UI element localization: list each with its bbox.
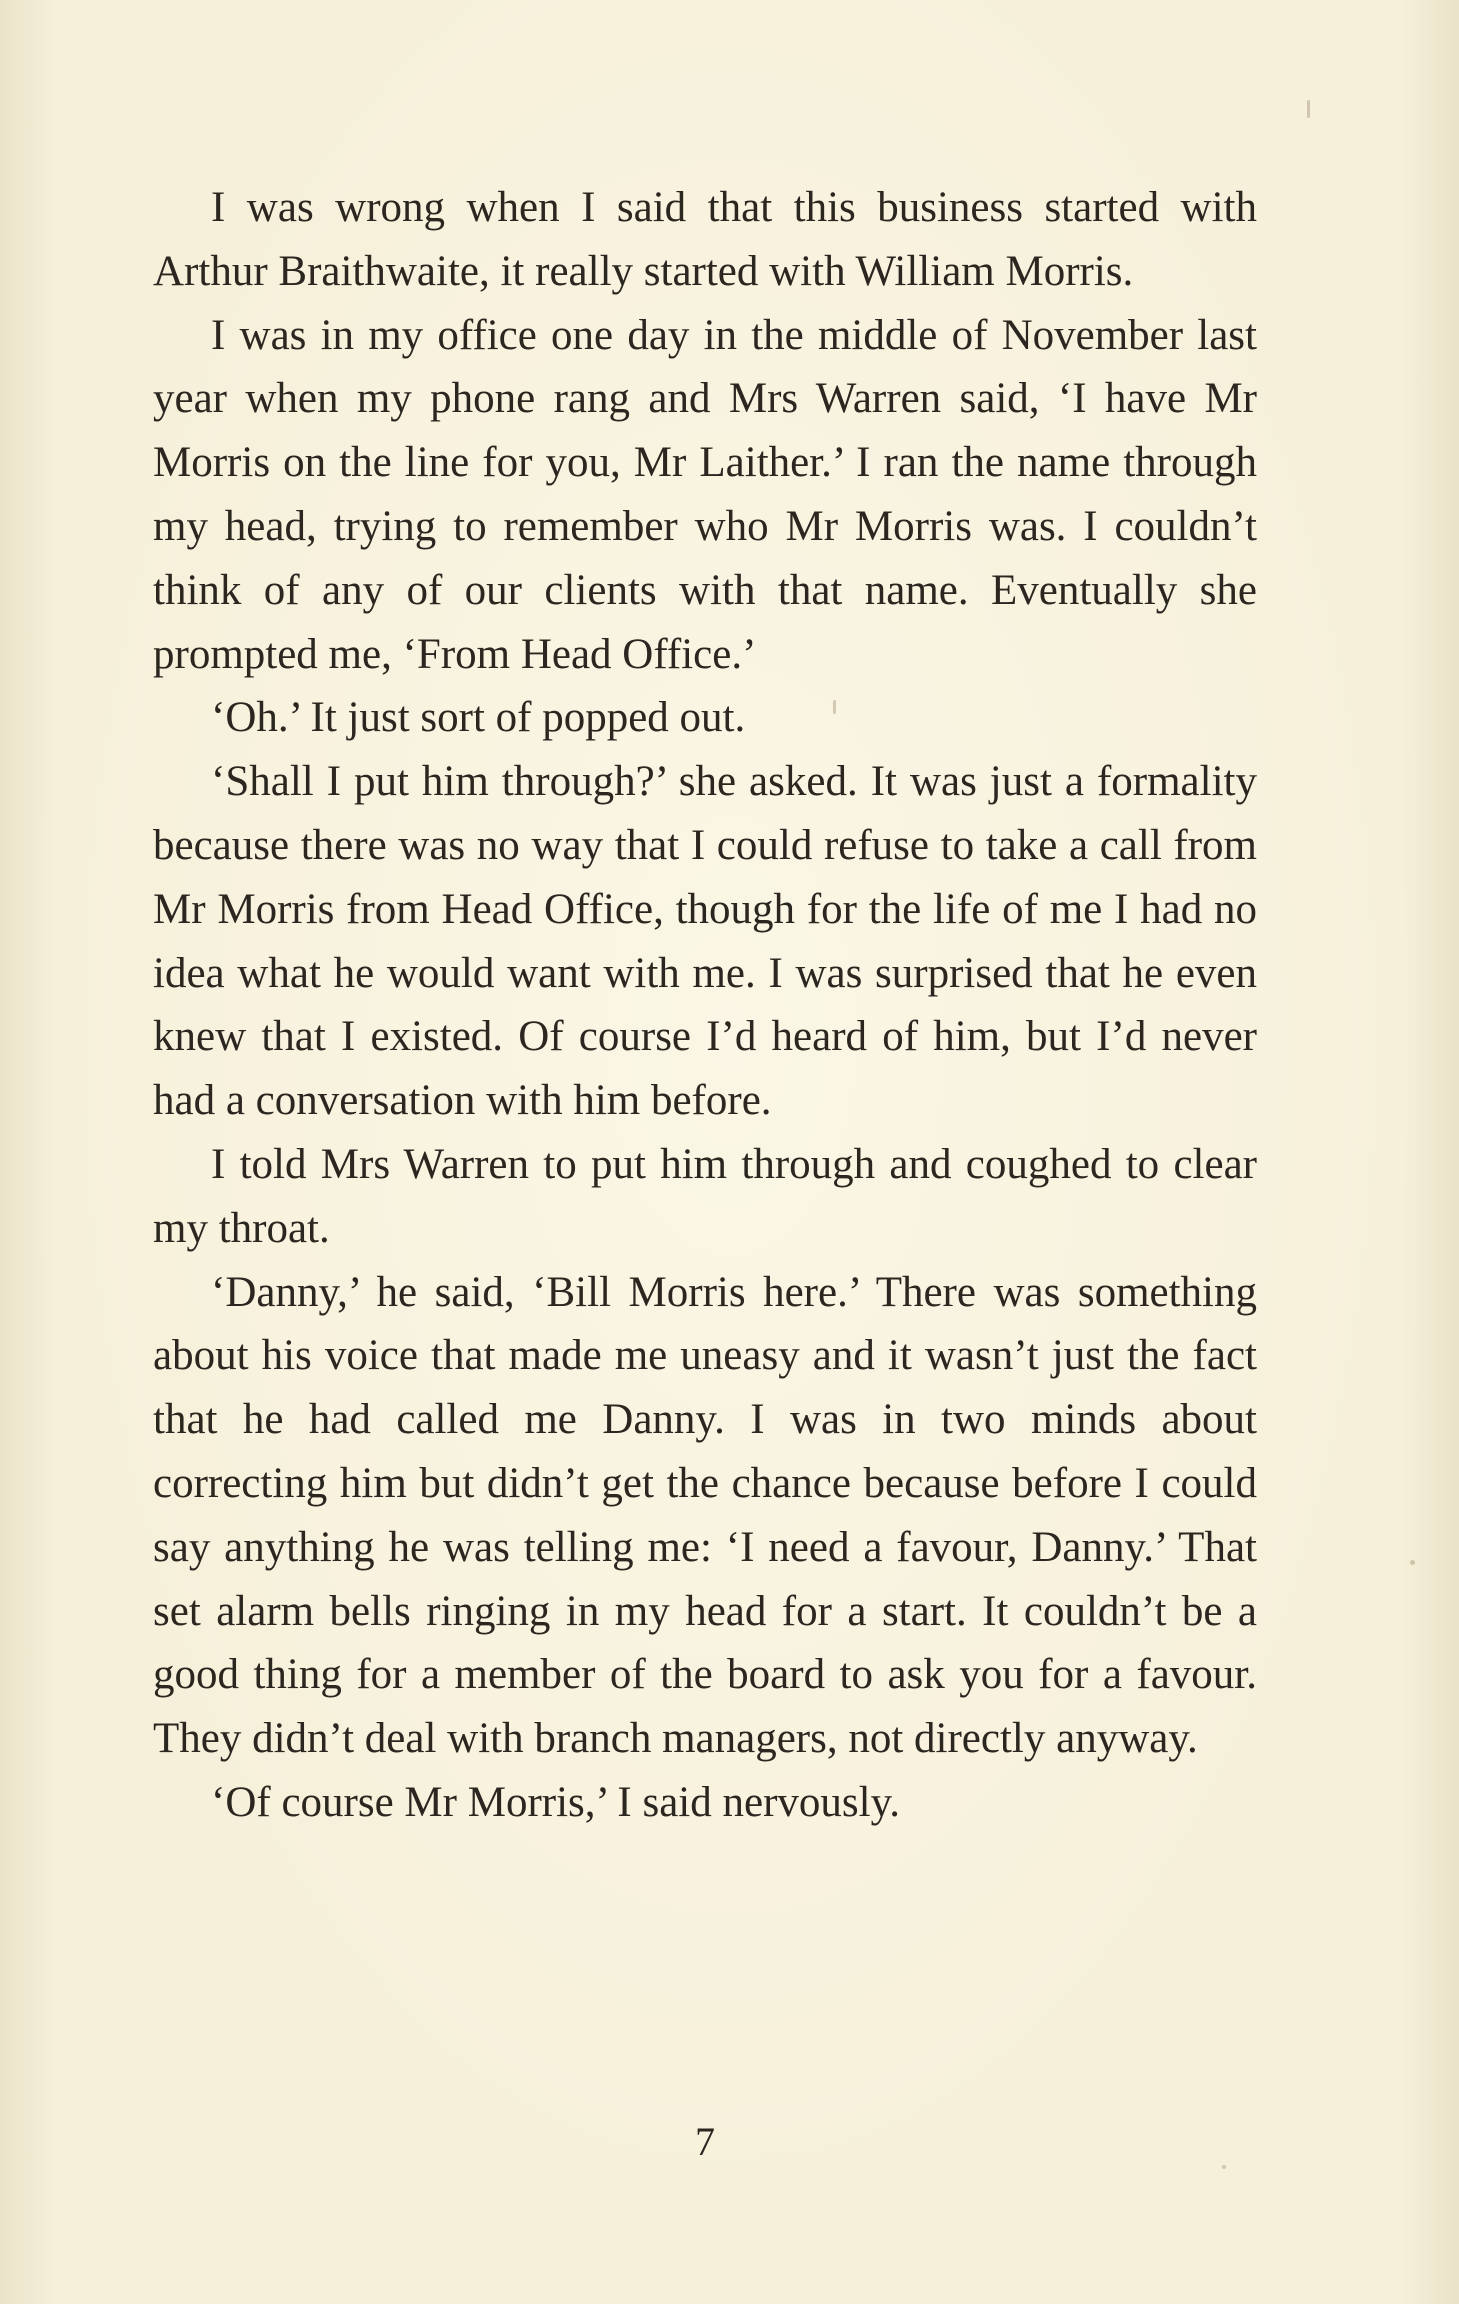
paper-speck bbox=[1410, 1560, 1415, 1565]
paragraph: I told Mrs Warren to put him through and coughed to clear my throat. bbox=[153, 1140, 1257, 1252]
paper-speck bbox=[1307, 100, 1310, 118]
paper-speck bbox=[1222, 2165, 1226, 2169]
paragraph: I was wrong when I said that this business started with Arthur Braithwaite, it really started with William Morris. bbox=[153, 184, 1257, 295]
paragraph: I was in my office one day in the middle of November last year when my phone rang and Mrs Warren said, ‘I have Mr Morris on the line for you, Mr Laither.’ I ran the name through my head, trying to remember who Mr Morris was. I couldn’t think of any of our clients with that name. Eventually she prompted me, ‘From Head Office.’ bbox=[153, 311, 1257, 678]
paragraph: ‘Oh.’ It just sort of popped out. bbox=[211, 694, 746, 742]
paper-speck bbox=[833, 700, 836, 714]
body-text bbox=[153, 176, 1257, 1835]
paragraph: ‘Of course Mr Morris,’ I said nervously. bbox=[211, 1778, 901, 1826]
paragraph: ‘Shall I put him through?’ she asked. It was just a formality because there was no way that I could refuse to take a call from Mr Morris from Head Office, though for the life of me I had no idea what he would want with me. I was surprised that he even knew that I existed. Of course I’d heard of him, but I’d never had a conversation with him before. bbox=[153, 758, 1257, 1125]
paragraph: ‘Danny,’ he said, ‘Bill Morris here.’ There was something about his voice that made me uneasy and it wasn’t just the fact that he had called me Danny. I was in two minds about correcting him but didn’t get the chance because before I could say anything he was telling me: ‘I need a favour, Danny.’ That set alarm bells ringing in my head for a start. It couldn’t be a good thing for a member of the board to ask you for a favour. They didn’t deal with branch managers, not directly anyway. bbox=[153, 1268, 1257, 1763]
page-number: 7 bbox=[695, 2119, 715, 2164]
